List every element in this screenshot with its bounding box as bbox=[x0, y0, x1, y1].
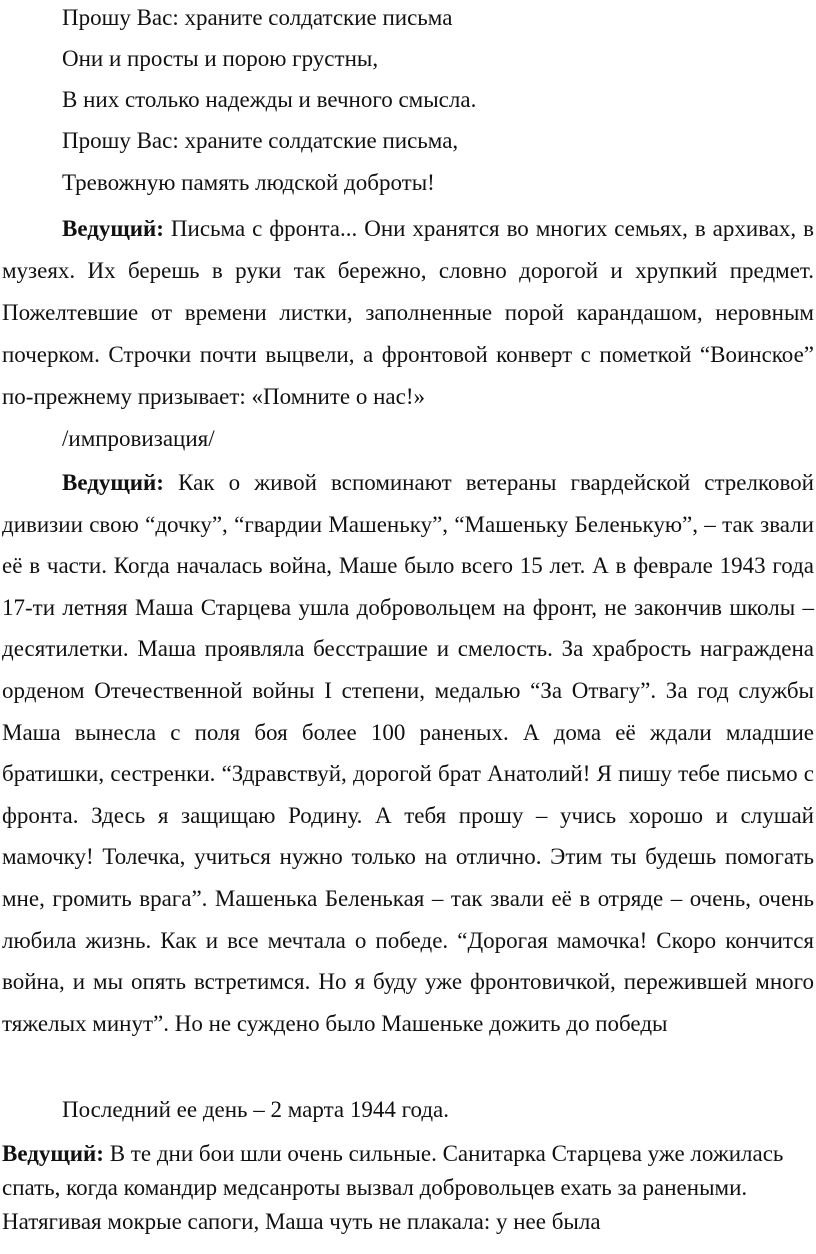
poem-line-1: Прошу Вас: храните солдатские письма bbox=[62, 5, 453, 30]
speaker-label: Ведущий: bbox=[2, 1141, 104, 1166]
last-day-line: Последний ее день – 2 марта 1944 года. bbox=[62, 1097, 449, 1122]
paragraph-letters-from-front bbox=[2, 208, 814, 418]
paragraph-text: Как о живой вспоминают ветераны гвардейской стрелковой дивизии свою “дочку”, “гвардии Машеньку”, “Машеньку Беленькую”, – так звали её в части. Когда началась война, Маше было всего 15 лет. А в феврале 1943 года 17-ти летняя Маша Старцева ушла добровольцем на фронт, не закончив школы – десятилетки. Маша проявляла бесстрашие и смелость. За храбрость награждена орденом Отечественной войны I степени, медалью “За Отвагу”. За год службы Маша вынесла с поля боя более 100 раненых. А дома её ждали младшие братишки, сестренки. “Здравствуй, дорогой брат Анатолий! Я пишу тебе письмо с фронта. Здесь я защищаю Родину. А тебя прошу – учись хорошо и слушай мамочку! Толечка, учиться нужно только на отлично. Этим ты будешь помогать мне, громить врага”. Машенька Беленькая – так звали её в отряде – очень, очень любила жизнь. Как и все мечтала о победе. “Дорогая мамочка! Скоро кончится война, и мы опять встретимся. Но я буду уже фронтовичкой, пережившей много тяжелых минут”. Но не суждено было Машеньке дожить до победы bbox=[2, 470, 814, 1036]
paragraph-text: Письма с фронта... Они хранятся во многих семьях, в архивах, в музеях. Их берешь в руки так бережно, словно дорогой и хрупкий предмет. Пожелтевшие от времени листки, заполненные порой карандашом, неровным почерком. Строчки почти выцвели, а фронтовой конверт с пометкой “Воинское” по-прежнему призывает: «Помните о нас!» bbox=[2, 216, 814, 409]
poem-line-3: В них столько надежды и вечного смысла. bbox=[62, 87, 477, 112]
speaker-label: Ведущий: bbox=[62, 216, 164, 241]
paragraph-text: В те дни бои шли очень сильные. Санитарка Старцева уже ложилась спать, когда командир медсанроты вызвал добровольцев ехать за ранеными. Натягивая мокрые сапоги, Маша чуть не плакала: у нее была bbox=[2, 1141, 784, 1234]
improvisation-note: /импровизация/ bbox=[62, 426, 215, 451]
poem-line-4: Прошу Вас: храните солдатские письма, bbox=[62, 128, 459, 153]
poem-line-5: Тревожную память людской доброты! bbox=[62, 170, 435, 195]
paragraph-masha-startseva bbox=[2, 462, 814, 1044]
poem-line-2: Они и просты и порою грустны, bbox=[62, 46, 379, 71]
paragraph-fighting bbox=[2, 1137, 814, 1239]
speaker-label: Ведущий: bbox=[62, 470, 164, 495]
